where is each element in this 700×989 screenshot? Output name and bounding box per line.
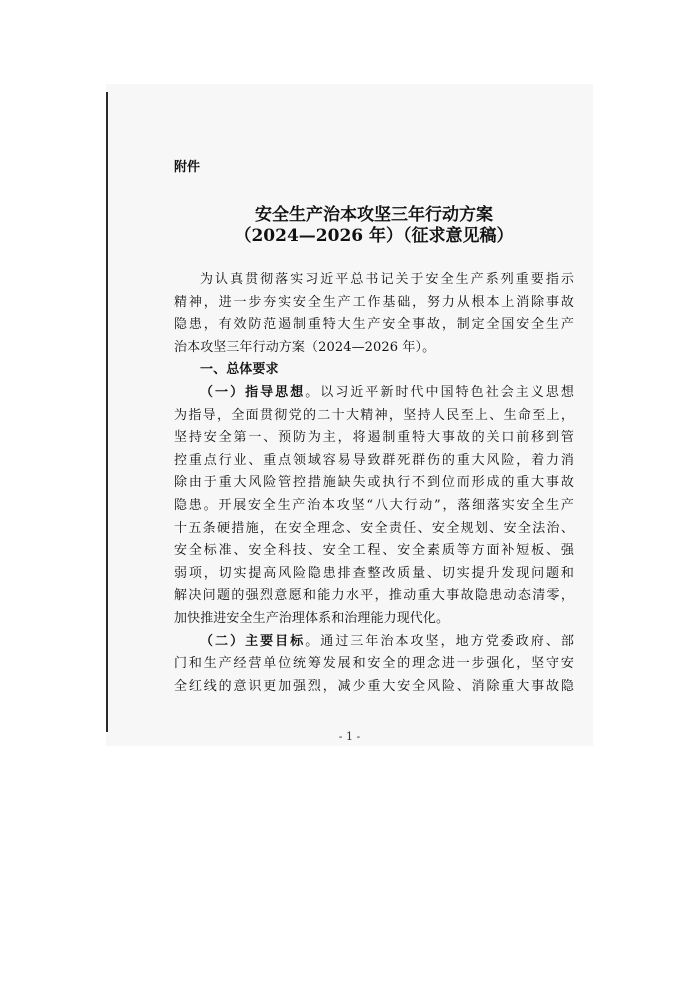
document-subtitle: （2024—2026 年）（征求意见稿） — [234, 226, 514, 246]
binding-edge-line — [106, 92, 108, 732]
part2-first-line — [174, 631, 574, 654]
part1-line: 解决问题的强烈意愿和能力水平，推动重大事故隐患动态清零， — [174, 588, 574, 604]
scanned-page — [106, 84, 593, 746]
part2-line: 门和生产经营单位统筹发展和安全的理念进一步强化，坚守安 — [174, 656, 574, 672]
document-title: 安全生产治本攻坚三年行动方案 — [255, 205, 493, 225]
part1-line: 坚持安全第一、预防为主，将遏制重特大事故的关口前移到管 — [174, 430, 574, 446]
intro-line: 为认真贯彻落实习近平总书记关于安全生产系列重要指示 — [200, 272, 574, 287]
intro-line: 精神，进一步夯实安全生产工作基础，努力从根本上消除事故 — [174, 294, 574, 310]
page-number: - 1 - — [338, 730, 361, 743]
body-text — [174, 269, 574, 698]
part1-line: 安全标准、安全科技、安全工程、安全素质等方面补短板、强 — [174, 543, 574, 559]
attachment-label: 附件 — [174, 160, 201, 175]
part1-label: （一）指导思想 — [200, 384, 306, 400]
intro-line: 治本攻坚三年行动方案（2024—2026 年）。 — [174, 339, 436, 355]
part1-line: 弱项，切实提高风险隐患排查整改质量、切实提升发现问题和 — [174, 565, 574, 581]
section-heading: 一、总体要求 — [200, 362, 279, 378]
part1-line: 加快推进安全生产治理体系和治理能力现代化。 — [174, 610, 450, 626]
part1-line: 除由于重大风险管控措施缺失或执行不到位而形成的重大事故 — [174, 475, 574, 491]
part2-label: （二）主要目标 — [200, 633, 306, 649]
part1-first-line — [174, 382, 574, 405]
part1-first-line-text: 。以习近平新时代中国特色社会主义思想 — [305, 384, 574, 400]
part2-line: 全红线的意识更加强烈，减少重大安全风险、消除重大事故隐 — [174, 678, 574, 694]
part1-line: 为指导，全面贯彻党的二十大精神，坚持人民至上、生命至上， — [174, 407, 574, 423]
part2-first-line-text: 。通过三年治本攻坚，地方党委政府、部 — [305, 633, 574, 649]
part1-line: 隐患。开展安全生产治本攻坚“八大行动”，落细落实安全生产 — [174, 497, 574, 513]
part1-line: 十五条硬措施，在安全理念、安全责任、安全规划、安全法治、 — [174, 520, 574, 536]
part1-line: 控重点行业、重点领域容易导致群死群伤的重大风险，着力消 — [174, 452, 574, 468]
intro-line: 隐患，有效防范遏制重特大生产安全事故，制定全国安全生产 — [174, 317, 574, 333]
